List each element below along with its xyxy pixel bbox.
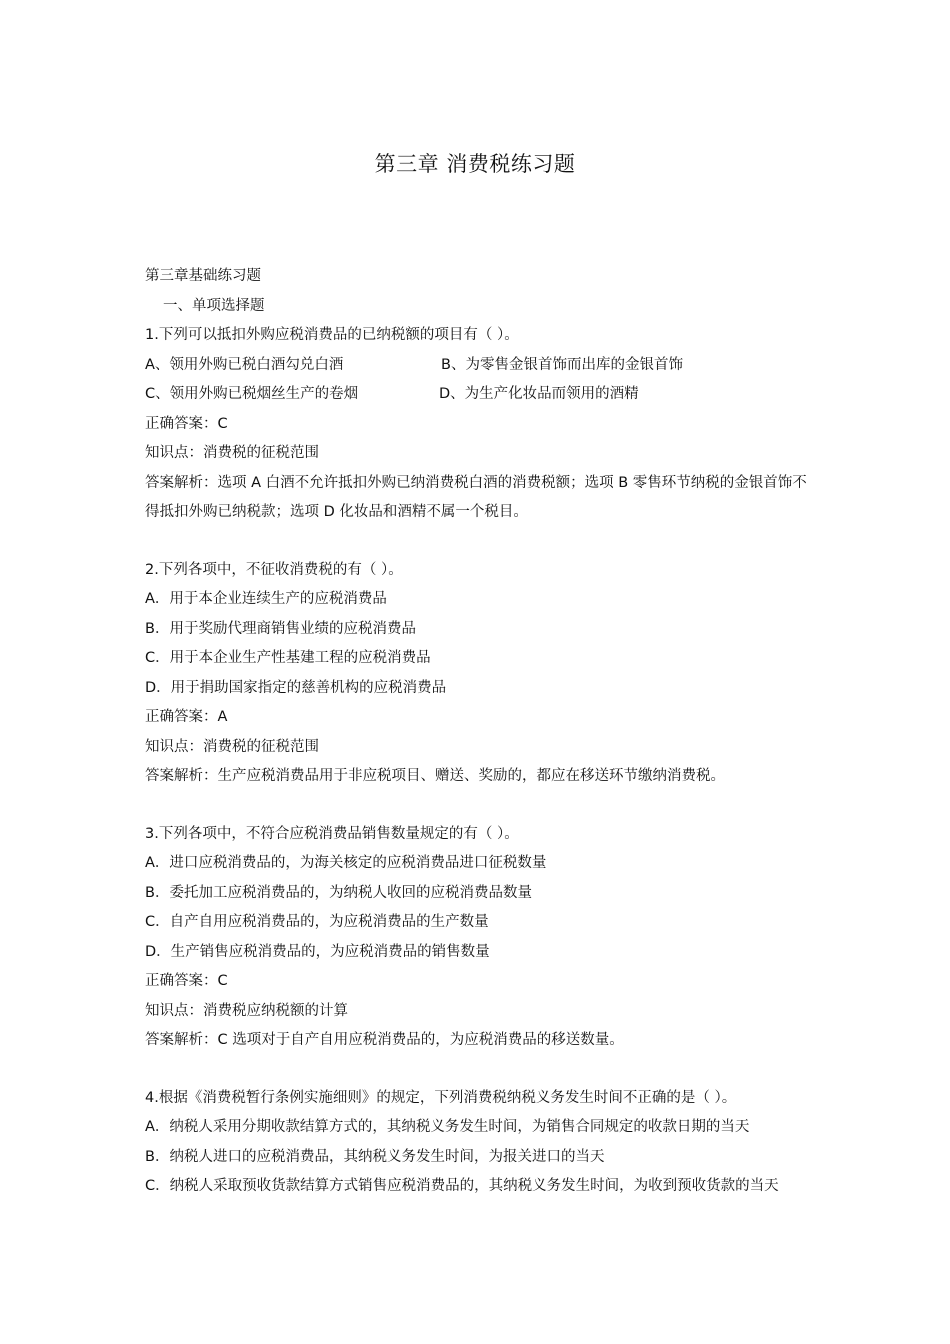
option-b: B．纳税人进口的应税消费品，其纳税义务发生时间，为报关进口的当天 — [145, 1148, 605, 1165]
question-block — [145, 820, 815, 1056]
knowledge-point: 知识点：消费税应纳税额的计算 — [145, 1002, 348, 1019]
answer-analysis: 答案解析：C 选项对于自产自用应税消费品的，为应税消费品的移送数量。 — [145, 1032, 624, 1048]
option-a: A．进口应税消费品的，为海关核定的应税消费品进口征税数量 — [145, 855, 547, 871]
answer-analysis: 答案解析：生产应税消费品用于非应税项目、赠送、奖励的，都应在移送环节缴纳消费税。 — [145, 768, 725, 784]
section-heading: 一、单项选择题 — [163, 297, 265, 314]
option-c: C．纳税人采取预收货款结算方式销售应税消费品的，其纳税义务发生时间，为收到预收货款的当天 — [145, 1178, 779, 1194]
correct-answer: 正确答案：C — [145, 415, 228, 432]
option-b: B、为零售金银首饰而出库的金银首饰 — [441, 356, 683, 373]
spacer — [145, 1056, 815, 1084]
correct-answer: 正确答案：A — [145, 709, 228, 725]
option-b: B．委托加工应税消费品的，为纳税人收回的应税消费品数量 — [145, 884, 532, 901]
knowledge-point: 知识点：消费税的征税范围 — [145, 738, 319, 755]
spacer — [145, 528, 815, 556]
question-text: 3.下列各项中，不符合应税消费品销售数量规定的有（ ）。 — [145, 825, 519, 842]
correct-answer: 正确答案：C — [145, 973, 228, 989]
question-text: 4.根据《消费税暂行条例实施细则》的规定，下列消费税纳税义务发生时间不正确的是（ ）。 — [145, 1089, 737, 1106]
option-a: A、领用外购已税白酒勾兑白酒 — [145, 356, 344, 373]
question-text: 2.下列各项中，不征收消费税的有（ ）。 — [145, 561, 403, 578]
document-body — [145, 262, 815, 1202]
option-c: C．自产自用应税消费品的，为应税消费品的生产数量 — [145, 914, 489, 930]
question-block — [145, 556, 815, 792]
question-block — [145, 1084, 815, 1202]
subtitle: 第三章基础练习题 — [145, 268, 261, 284]
option-c: C．用于本企业生产性基建工程的应税消费品 — [145, 650, 431, 666]
option-b: B．用于奖励代理商销售业绩的应税消费品 — [145, 620, 416, 637]
page-title: 第三章 消费税练习题 — [374, 152, 576, 176]
question-text: 1.下列可以抵扣外购应税消费品的已纳税额的项目有（ ）。 — [145, 327, 519, 343]
option-row — [145, 351, 815, 381]
option-row — [145, 380, 815, 410]
spacer — [145, 792, 815, 820]
option-d: D、为生产化妆品而领用的酒精 — [439, 386, 639, 402]
question-block — [145, 321, 815, 528]
option-c: C、领用外购已税烟丝生产的卷烟 — [145, 386, 359, 402]
option-a: A．纳税人采用分期收款结算方式的，其纳税义务发生时间，为销售合同规定的收款日期的当天 — [145, 1119, 750, 1135]
option-a: A．用于本企业连续生产的应税消费品 — [145, 591, 387, 607]
option-d: D．用于捐助国家指定的慈善机构的应税消费品 — [145, 679, 447, 696]
knowledge-point: 知识点：消费税的征税范围 — [145, 445, 319, 461]
option-d: D．生产销售应税消费品的，为应税消费品的销售数量 — [145, 943, 490, 960]
answer-analysis: 答案解析：选项 A 白酒不允许抵扣外购已纳消费税白酒的消费税额；选项 B 零售环节纳税的金银首饰不得抵扣外购已纳税款；选项 D 化妆品和酒精不属一个税目。 — [145, 474, 807, 520]
